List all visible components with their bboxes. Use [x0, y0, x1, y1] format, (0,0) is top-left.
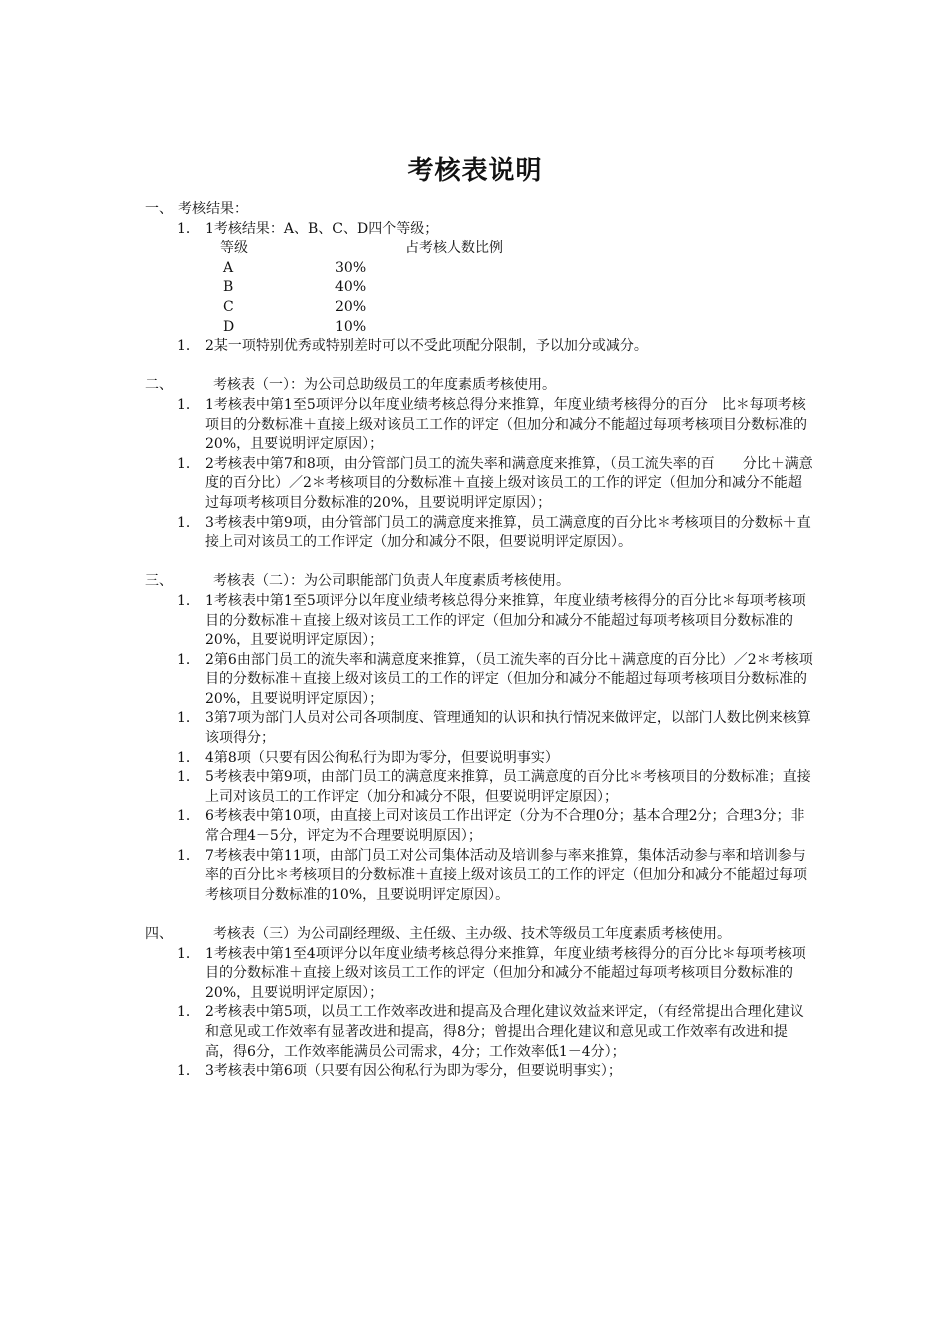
item-number: 1． [177, 847, 200, 864]
list-item [145, 768, 815, 807]
item-number: 1． [177, 769, 200, 786]
list-item [145, 396, 815, 455]
section-number: 二、 [145, 377, 173, 394]
ratio-cell: 30% [335, 259, 367, 276]
item-number: 1． [177, 338, 200, 355]
section-title: 考核结果： [178, 201, 248, 217]
item-text: 2某一项特别优秀或特别差时可以不受此项配分限制，予以加分或减分。 [205, 338, 648, 355]
ratio-cell: 20% [335, 298, 367, 315]
section-heading [145, 376, 815, 396]
item-number: 1． [177, 220, 200, 237]
list-item [145, 455, 815, 514]
section-heading [145, 925, 815, 945]
grade-cell: C [223, 298, 234, 315]
section-1 [145, 200, 815, 357]
spacer [145, 905, 815, 925]
item-text: 5考核表中第9项，由部门员工的满意度来推算，员工满意度的百分比＊考核项目的分数标准；直接上司对该员工的工作评定（加分和减分不限，但要说明评定原因）； [205, 769, 811, 805]
list-item [145, 1003, 815, 1062]
section-4 [145, 925, 815, 1082]
item-number: 1． [177, 651, 200, 668]
item-text: 2第6由部门员工的流失率和满意度来推算，（员工流失率的百分比＋满意度的百分比）／2＊考核项目的分数标准＋直接上级对该员工的工作的评定（但加分和减分不能超过每项考核项目分数标准的20%，且要说明评定原因）； [205, 651, 813, 707]
item-number: 1． [177, 749, 200, 766]
section-3 [145, 572, 815, 905]
grade-cell: B [223, 279, 234, 296]
grade-cell: D [223, 318, 235, 335]
section-title: 考核表（二）：为公司职能部门负责人年度素质考核使用。 [213, 573, 570, 590]
spacer [145, 553, 815, 573]
ratio-header: 占考核人数比例 [405, 240, 503, 257]
section-2 [145, 376, 815, 552]
list-item [145, 514, 815, 553]
item-text: 3第7项为部门人员对公司各项制度、管理通知的认识和执行情况来做评定，以部门人数比例来核算该项得分； [205, 710, 811, 747]
list-item [145, 709, 815, 748]
ratio-cell: 10% [335, 318, 367, 335]
grade-table [145, 239, 815, 337]
section-number: 四、 [145, 926, 173, 942]
section-number: 一、 [145, 201, 173, 217]
list-item [145, 749, 815, 769]
item-text: 1考核表中第1至4项评分以年度业绩考核总得分来推算，年度业绩考核得分的百分比＊每项考核项目的分数标准＋直接上级对该员工工作的评定（但加分和减分不能超过每项考核项目分数标准的20%，且要说明评定原因）； [205, 945, 806, 1001]
item-text: 4第8项（只要有因公徇私行为即为零分，但要说明事实） [205, 749, 559, 766]
section-number: 三、 [145, 573, 173, 590]
item-number: 1． [177, 396, 200, 413]
item-number: 1． [177, 945, 200, 962]
list-item [145, 847, 815, 906]
item-text: 6考核表中第10项，由直接上司对该员工作出评定（分为不合理0分；基本合理2分；合理3分；非常合理4－5分，评定为不合理要说明原因）； [205, 808, 805, 845]
list-item [145, 592, 815, 651]
item-text: 2考核表中第5项，以员工工作效率改进和提高及合理化建议效益来评定，（有经常提出合理化建议和意见或工作效率有显著改进和提高，得8分；曾提出合理化建议和意见或工作效率有改进和提高，得6分，工作效率能满员公司需求，4分；工作效率低1－4分）； [205, 1004, 804, 1060]
item-number: 1． [177, 455, 200, 472]
item-text: 3考核表中第9项，由分管部门员工的满意度来推算，员工满意度的百分比＊考核项目的分数标＋直接上司对该员工的工作评定（加分和减分不限，但要说明评定原因）。 [205, 514, 811, 551]
section-heading [145, 200, 815, 220]
spacer [145, 357, 815, 377]
list-item [145, 1062, 815, 1082]
item-number: 1． [177, 514, 200, 531]
item-number: 1． [177, 710, 200, 727]
item-text: 3考核表中第6项（只要有因公徇私行为即为零分，但要说明事实）； [205, 1063, 622, 1080]
item-text: 2考核表中第7和8项，由分管部门员工的流失率和满意度来推算，（员工流失率的百 分比＋满意度的百分比）／2＊考核项目的分数标准＋直接上级对该员工的工作的评定（但加分和减分不能超过每项考核项目分数标准的20%，且要说明评定原因）； [205, 455, 813, 511]
item-number: 1． [177, 1004, 200, 1021]
list-item [145, 807, 815, 846]
item-text: 7考核表中第11项，由部门员工对公司集体活动及培训参与率来推算，集体活动参与率和培训参与率的百分比＊考核项目的分数标准＋直接上级对该员工的工作的评定（但加分和减分不能超过每项考核项目分数标准的10%，且要说明评定原因）。 [205, 847, 807, 903]
document-body [145, 200, 815, 1082]
item-text: 1考核表中第1至5项评分以年度业绩考核总得分来推算，年度业绩考核得分的百分 比＊每项考核项目的分数标准＋直接上级对该员工工作的评定（但加分和减分不能超过每项考核项目分数标准的20%，且要说明评定原因）； [205, 396, 807, 453]
section-title: 考核表（三）为公司副经理级、主任级、主办级、技术等级员工年度素质考核使用。 [213, 926, 731, 942]
list-item [145, 337, 815, 357]
item-text: 1考核结果：A、B、C、D四个等级； [205, 220, 439, 237]
list-item [145, 651, 815, 710]
item-number: 1． [177, 808, 200, 825]
item-number: 1． [177, 592, 200, 609]
section-heading [145, 572, 815, 592]
page-title: 考核表说明 [407, 156, 543, 186]
section-title: 考核表（一）：为公司总助级员工的年度素质考核使用。 [213, 377, 556, 394]
grade-cell: A [223, 259, 234, 276]
item-text: 1考核表中第1至5项评分以年度业绩考核总得分来推算，年度业绩考核得分的百分比＊每项考核项目的分数标准＋直接上级对该员工工作的评定（但加分和减分不能超过每项考核项目分数标准的20%，且要说明评定原因）； [205, 592, 806, 649]
ratio-cell: 40% [335, 279, 367, 296]
grade-header: 等级 [220, 240, 248, 257]
item-number: 1． [177, 1063, 200, 1080]
list-item [145, 945, 815, 1004]
list-item [145, 220, 815, 240]
